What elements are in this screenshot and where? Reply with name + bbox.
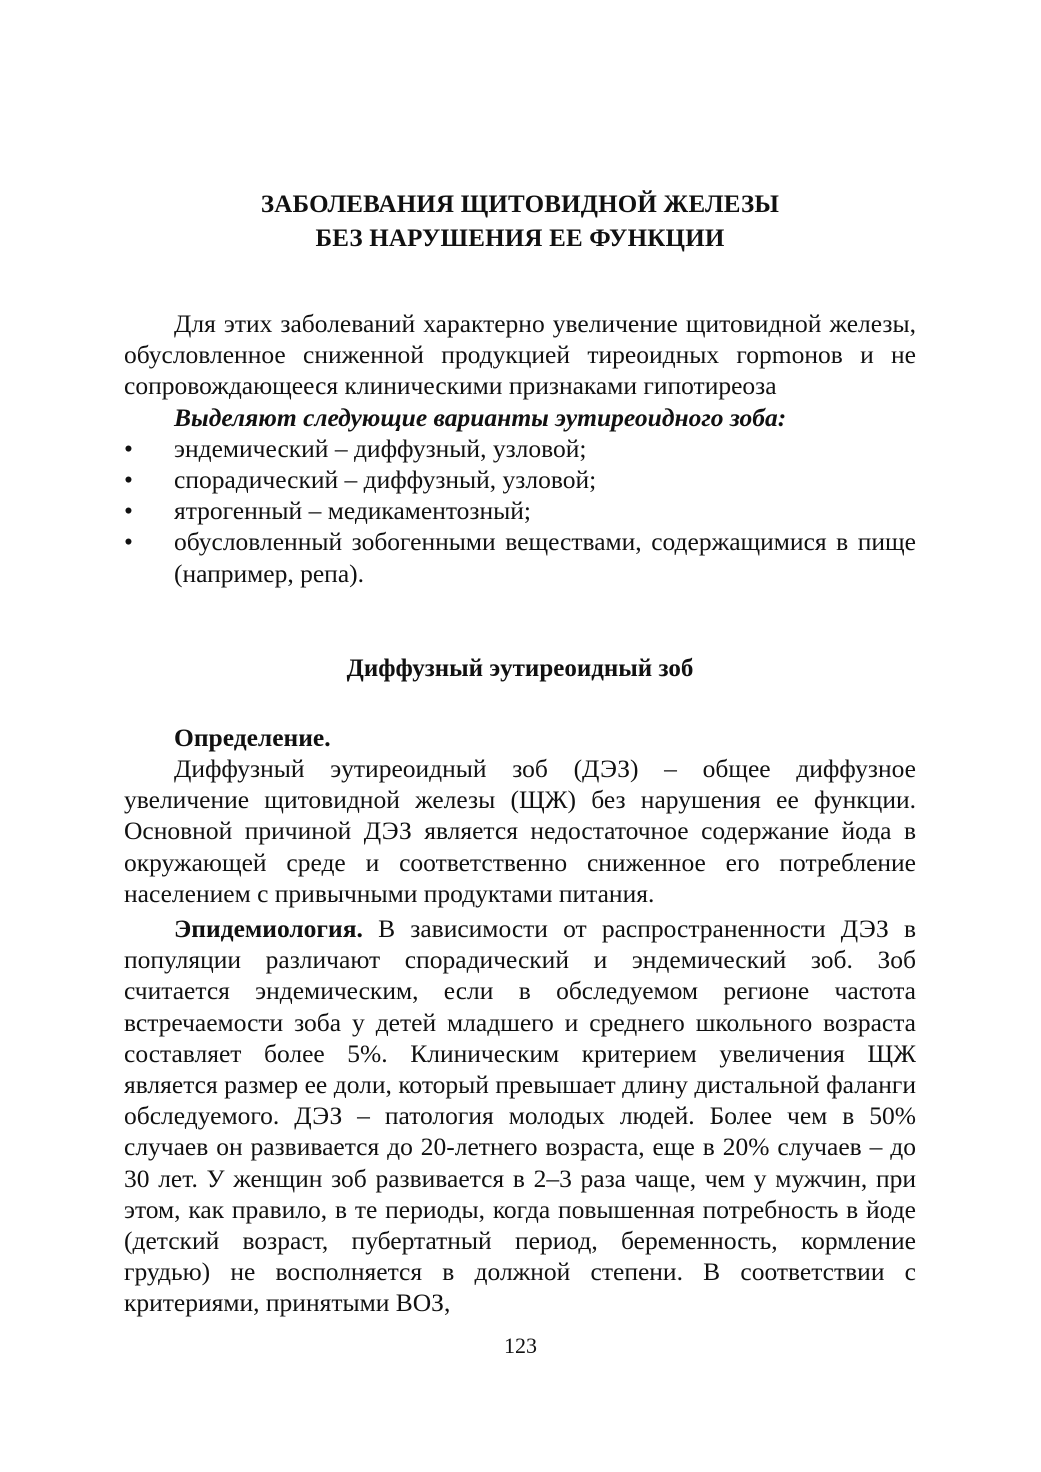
bullet-icon: • — [124, 465, 133, 495]
bullet-icon: • — [124, 527, 133, 557]
list-item-text: спорадический – диффузный, узловой; — [174, 465, 597, 495]
epidemiology-label: Эпидемиология. — [174, 914, 363, 944]
list-item-text: ятрогенный – медикаментозный; — [174, 496, 531, 526]
variants-list — [124, 433, 916, 589]
bullet-icon: • — [124, 496, 133, 526]
epidemiology-paragraph — [124, 913, 916, 1319]
list-item — [124, 464, 916, 495]
bullet-icon: • — [124, 433, 133, 463]
page-title — [124, 188, 916, 256]
epidemiology-text: В зависимости от распространенности ДЭЗ в популяции различают спорадический и эндемический зоб. Зоб считается эндемическим, если в обследуемом регионе частота встречаемости зоба у детей младшего и среднего школьного возраста составляет более 5%. Клиническим критерием увеличения ЩЖ является размер ее доли, который превышает длину дистальной фаланги обследуемого. ДЭЗ – патология молодых людей. Более чем в 50% случаев он развивается до 20-летнего возраста, еще в 20% случаев – до 30 лет. У женщин зоб развивается в 2–3 раза чаще, чем у мужчин, при этом, как правило, в те периоды, когда повышенная потребность в йоде (детский возраст, пубертатный период, беременность, кормление грудью) не восполняется в должной степени. В соответствии с критериями, принятыми ВОЗ, — [124, 914, 916, 1318]
page-title-line-2: БЕЗ НАРУШЕНИЯ ЕЕ ФУНКЦИИ — [315, 225, 725, 252]
list-item-text: обусловленный зобогенными веществами, содержащимися в пище (например, репа). — [174, 527, 916, 588]
intro-paragraph: Для этих заболеваний характерно увеличение щитовидной железы, обусловленное сниженной продукцией тиреоидных горmонов и не сопровождающееся клиническими признаками гипотиреоза — [124, 309, 916, 401]
list-item — [124, 495, 916, 526]
page-title-line-1: ЗАБОЛЕВАНИЯ ЩИТОВИДНОЙ ЖЕЛЕЗЫ — [260, 191, 780, 218]
list-item — [124, 433, 916, 464]
page-number: 123 — [504, 1333, 537, 1358]
variants-heading: Выделяют следующие варианты эутиреоидного зоба: — [174, 402, 787, 432]
list-item — [124, 526, 916, 588]
page-content — [124, 188, 916, 1319]
definition-label: Определение. — [174, 722, 331, 752]
definition-paragraph: Диффузный эутиреоидный зоб (ДЭЗ) – общее диффузное увеличение щитовидной железы (ЩЖ) без нарушения ее функции. Основной причиной ДЭЗ является недостаточное содержание йода в окружающей среде и соответственно сниженное его потребление населением с привычными продуктами питания. — [124, 754, 916, 908]
list-item-text: эндемический – диффузный, узловой; — [174, 433, 587, 463]
section-title: Диффузный эутиреоидный зоб — [346, 654, 694, 682]
